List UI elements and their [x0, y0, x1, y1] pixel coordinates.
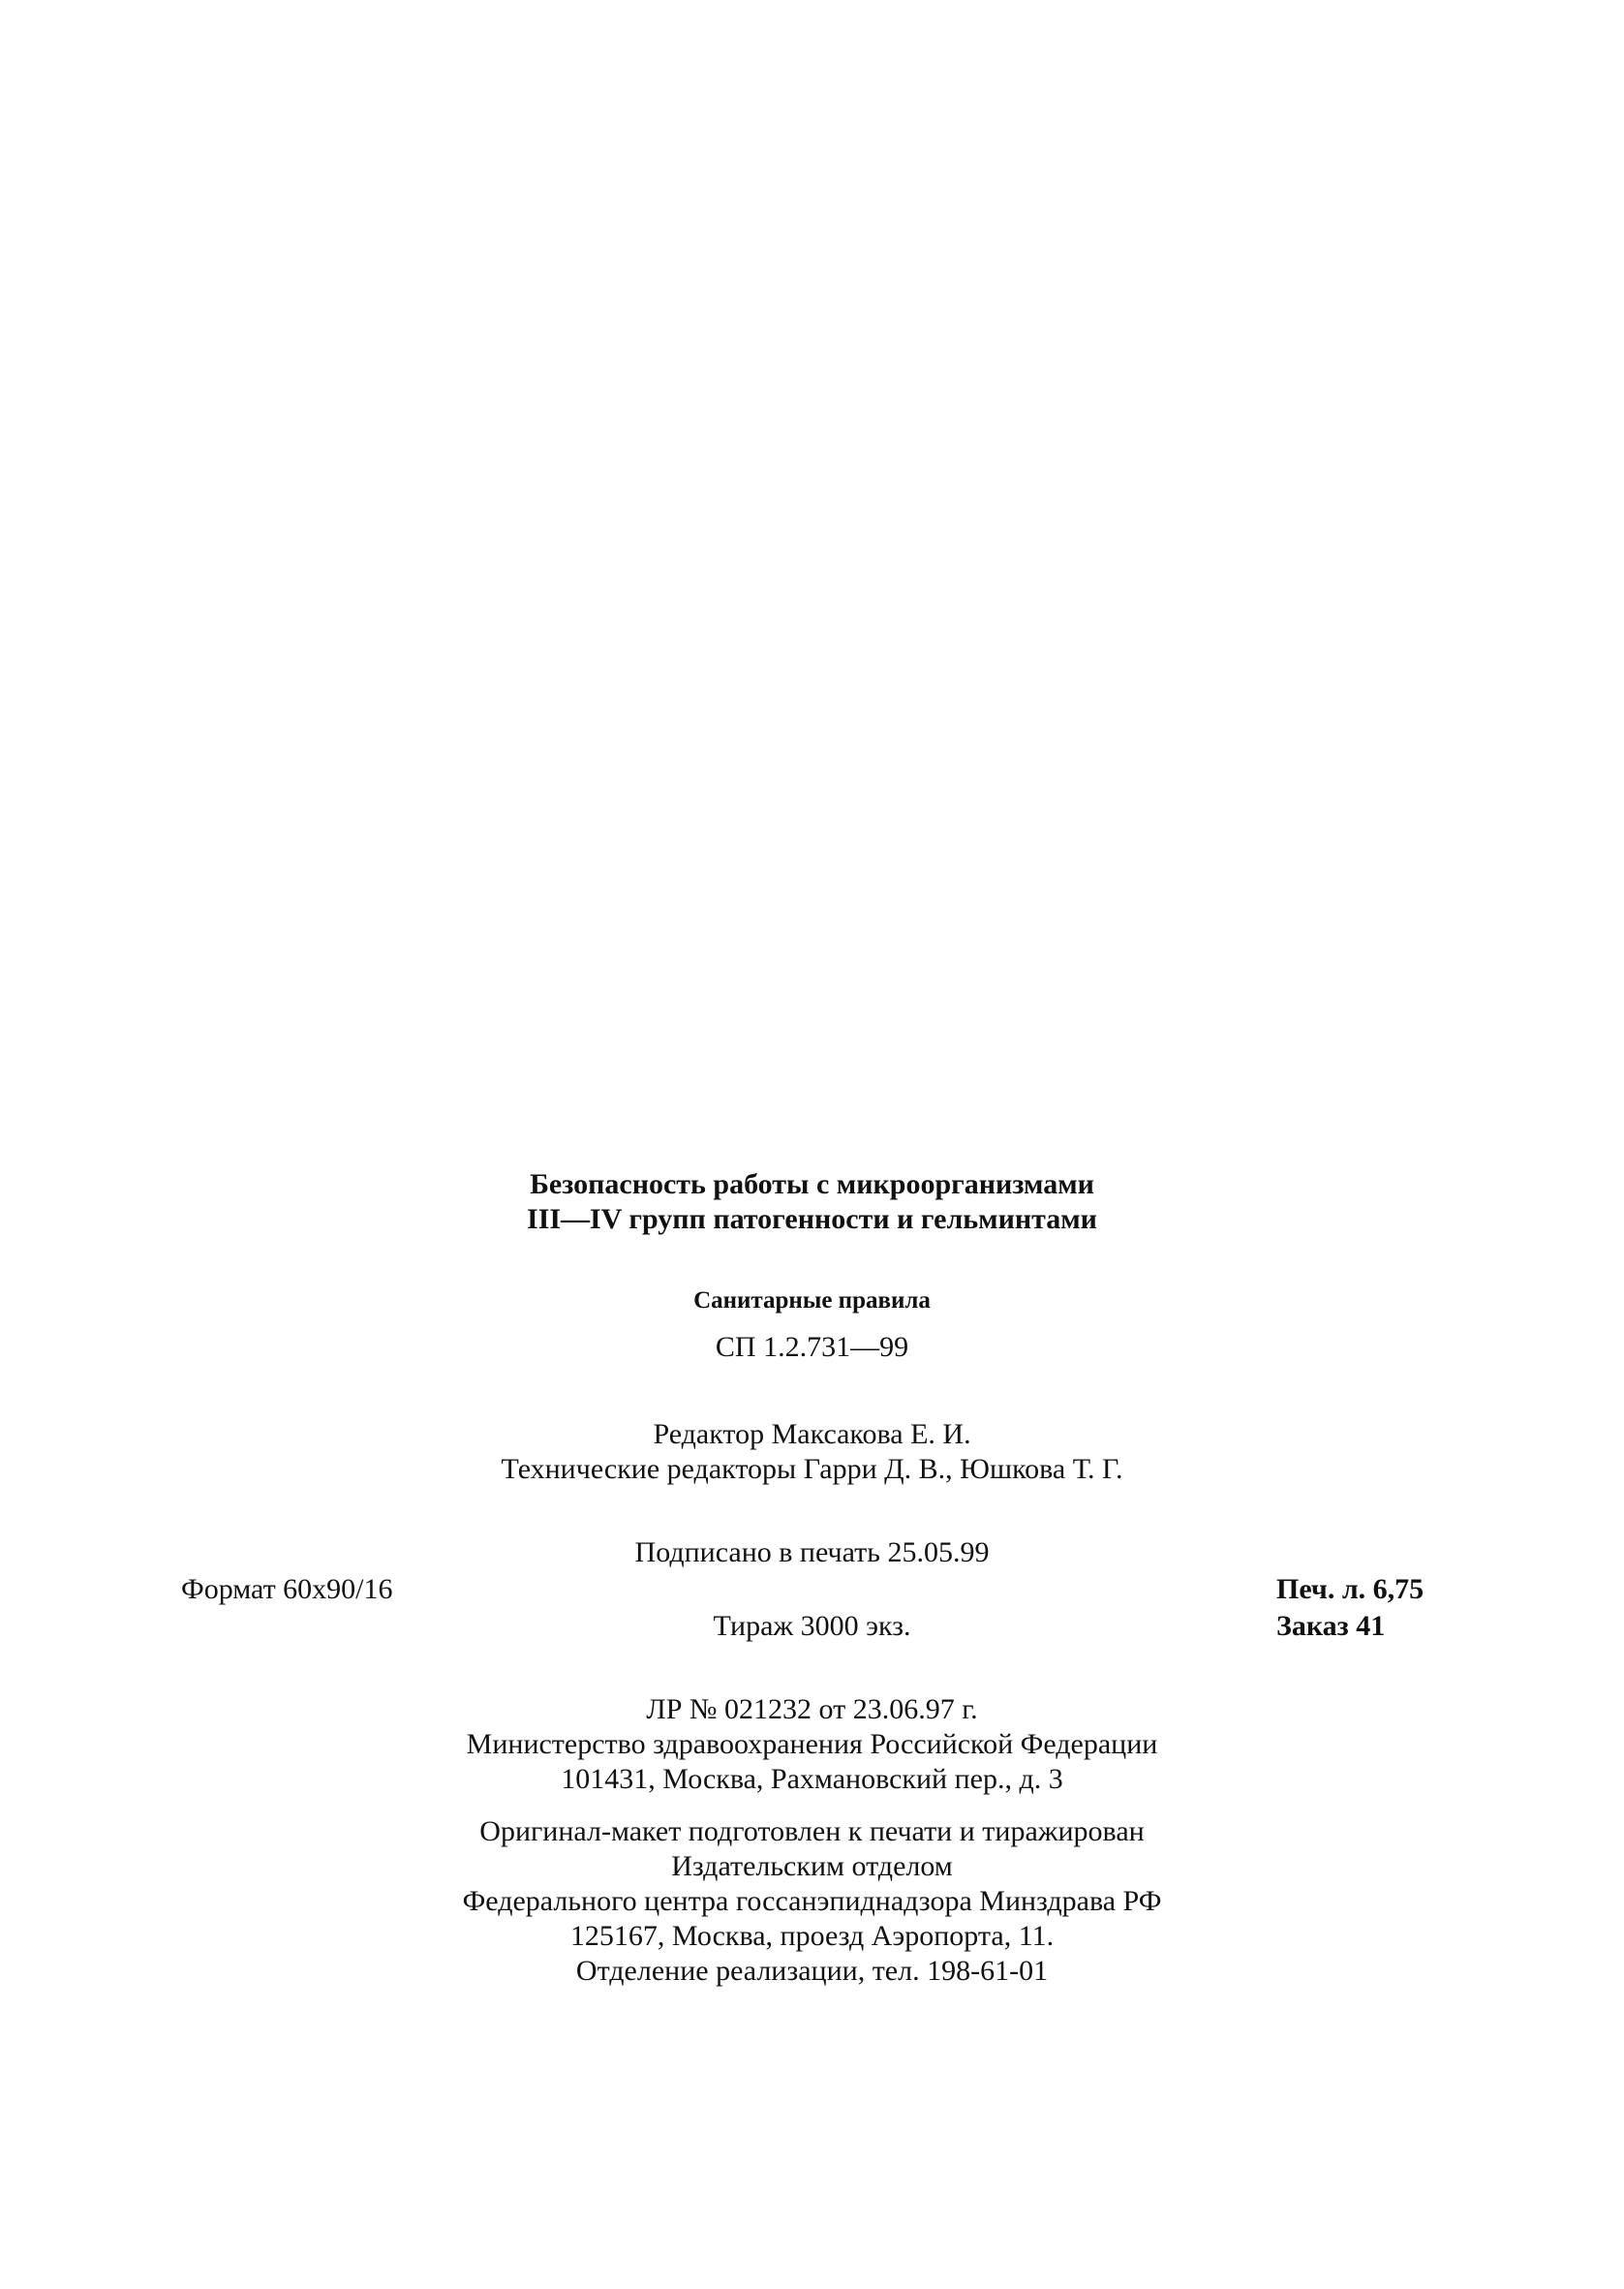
print-format: Формат 60х90/16: [181, 1573, 393, 1605]
editor: Редактор Максакова Е. И.: [653, 1418, 971, 1450]
document-type: Санитарные правила: [693, 1287, 931, 1314]
print-sheets: Печ. л. 6,75: [1276, 1573, 1425, 1605]
ministry: Министерство здравоохранения Российской Федерации: [466, 1728, 1158, 1760]
production-line-2: Издательским отделом: [671, 1850, 953, 1882]
document-code: СП 1.2.731—99: [715, 1331, 909, 1363]
production-line-3: Федерального центра госсанэпиднадзора Минздрава РФ: [462, 1885, 1162, 1917]
production-address: 125167, Москва, проезд Аэропорта, 11.: [569, 1920, 1055, 1952]
sales-department: Отделение реализации, тел. 198-61-01: [575, 1955, 1049, 1987]
print-run: Тираж 3000 экз.: [713, 1610, 911, 1642]
technical-editors: Технические редакторы Гарри Д. В., Юшкова Т. Г.: [501, 1453, 1123, 1485]
production-line-1: Оригинал-макет подготовлен к печати и тиражирован: [479, 1815, 1145, 1847]
title-line-1: Безопасность работы с микроорганизмами: [530, 1168, 1094, 1200]
license: ЛР № 021232 от 23.06.97 г.: [646, 1693, 978, 1725]
publisher-address: 101431, Москва, Рахмановский пер., д. 3: [561, 1763, 1063, 1795]
order-number: Заказ 41: [1276, 1610, 1386, 1642]
signed-for-print: Подписано в печать 25.05.99: [634, 1536, 990, 1568]
title-line-2: III—IV групп патогенности и гельминтами: [527, 1203, 1097, 1235]
